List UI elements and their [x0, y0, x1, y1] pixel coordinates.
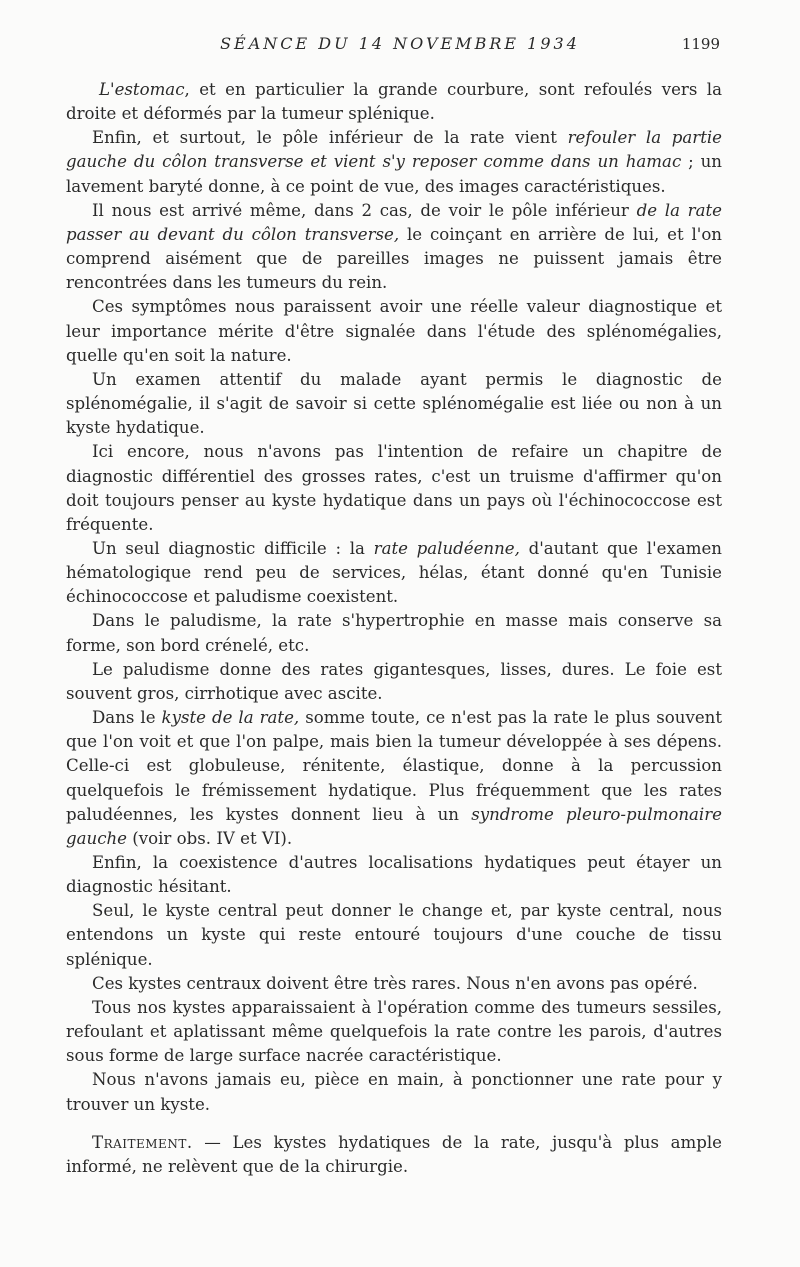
- paragraph-rates-gigantesques: Le paludisme donne des rates gigantesques, lisses, dures. Le foie est souvent gros, cirrhotique avec ascite.: [66, 659, 722, 703]
- paragraph-text: — Les kystes hydatiques de la rate, jusqu'à plus ample informé, ne relèvent que de la chirurgie.: [66, 1132, 722, 1176]
- paragraph-traitement: [66, 1131, 722, 1179]
- italic-phrase: refouler la partie gauche du côlon transverse et vient s'y reposer comme dans un hamac: [66, 128, 722, 172]
- paragraph-paludisme: Dans le paludisme, la rate s'hypertrophie en masse mais conserve sa forme, son bord crénelé, etc.: [66, 611, 722, 655]
- running-title: SÉANCE DU 14 NOVEMBRE 1934: [220, 34, 580, 53]
- paragraph-tous-nos-kystes: Tous nos kystes apparaissaient à l'opération comme des tumeurs sessiles, refoulant et aplatissant même quelquefois la rate contre les parois, d'autres sous forme de large surface nacrée caractéristique.: [66, 997, 722, 1066]
- paragraph-text: Il nous est arrivé même, dans 2 cas, de voir le pôle inférieur: [92, 200, 637, 220]
- paragraph-kystes-centraux: Ces kystes centraux doivent être très rares. Nous n'en avons pas opéré.: [92, 973, 698, 993]
- paragraph-text: , et en particulier la grande courbure, sont refoulés vers la droite et déformés par la tumeur splénique.: [66, 80, 722, 124]
- paragraph-kyste-central: Seul, le kyste central peut donner le change et, par kyste central, nous entendons un kyste qui reste entouré toujours d'une couche de tissu splénique.: [66, 901, 722, 969]
- paragraph-examen: Un examen attentif du malade ayant permis le diagnostic de splénomégalie, il s'agit de savoir si cette splénomégalie est liée ou non à un kyste hydatique.: [66, 369, 722, 438]
- paragraph-text: Un seul diagnostic difficile : la: [92, 538, 374, 558]
- paragraph-pole-inferieur: [66, 199, 722, 296]
- paragraph-coexistence: Enfin, la coexistence d'autres localisations hydatiques peut étayer un diagnostic hésitant.: [66, 853, 722, 897]
- italic-phrase: kyste de la rate,: [161, 708, 300, 728]
- italic-phrase: rate paludéenne,: [373, 538, 520, 558]
- paragraph-text: (voir obs. IV et VI).: [127, 828, 293, 848]
- paragraph-text: somme toute, ce n'est pas la rate le plus souvent que l'on voit et que l'on palpe, mais bien la tumeur développée à ses dépens. Celle-ci est globuleuse, rénitente, élastique, donne à la percussion quelquefois le frémissement hydatique. Plus fréquemment que les rates paludéennes, les kystes donnent lieu à un: [66, 708, 722, 824]
- paragraph-text: Dans le: [92, 708, 162, 728]
- page-number: 1199: [681, 35, 720, 53]
- section-heading: Traitement.: [92, 1132, 193, 1152]
- italic-term: L'estomac: [99, 80, 185, 99]
- paragraph-kyste-de-la-rate: [66, 706, 722, 851]
- paragraph-text: le coinçant en arrière de lui, et l'on comprend aisément que de pareilles images ne puissent jamais être rencontrées dans les tumeurs du rein.: [66, 224, 722, 293]
- body-text: [66, 78, 722, 1179]
- paragraph-symptomes: Ces symptômes nous paraissent avoir une réelle valeur diagnostique et leur importance mérite d'être signalée dans l'étude des splénomégalies, quelle qu'en soit la nature.: [66, 297, 722, 365]
- paragraph-text: d'autant que l'examen hématologique rend peu de services, hélas, étant donné qu'en Tunisie échinococcose et paludisme coexistent.: [66, 538, 722, 607]
- italic-phrase: syndrome pleuro-pulmonaire gauche: [66, 804, 722, 848]
- paragraph-text: ; un lavement baryté donne, à ce point de vue, des images caractéristiques.: [66, 152, 722, 196]
- paragraph-ici-encore: Ici encore, nous n'avons pas l'intention de refaire un chapitre de diagnostic différentiel des grosses rates, c'est un truisme d'affirmer qu'on doit toujours penser au kyste hydatique dans un pays où l'échinococcose est fréquente.: [66, 442, 722, 534]
- running-head: [0, 34, 800, 58]
- paragraph-colon: [66, 126, 722, 198]
- paragraph-estomac: [66, 78, 722, 126]
- paragraph-rate-paludeenne: [66, 537, 722, 609]
- paragraph-ponctionner: Nous n'avons jamais eu, pièce en main, à ponctionner une rate pour y trouver un kyste.: [66, 1070, 722, 1114]
- italic-phrase: de la rate passer au devant du côlon transverse,: [66, 200, 722, 244]
- paragraph-text: Enfin, et surtout, le pôle inférieur de la rate vient: [92, 128, 568, 148]
